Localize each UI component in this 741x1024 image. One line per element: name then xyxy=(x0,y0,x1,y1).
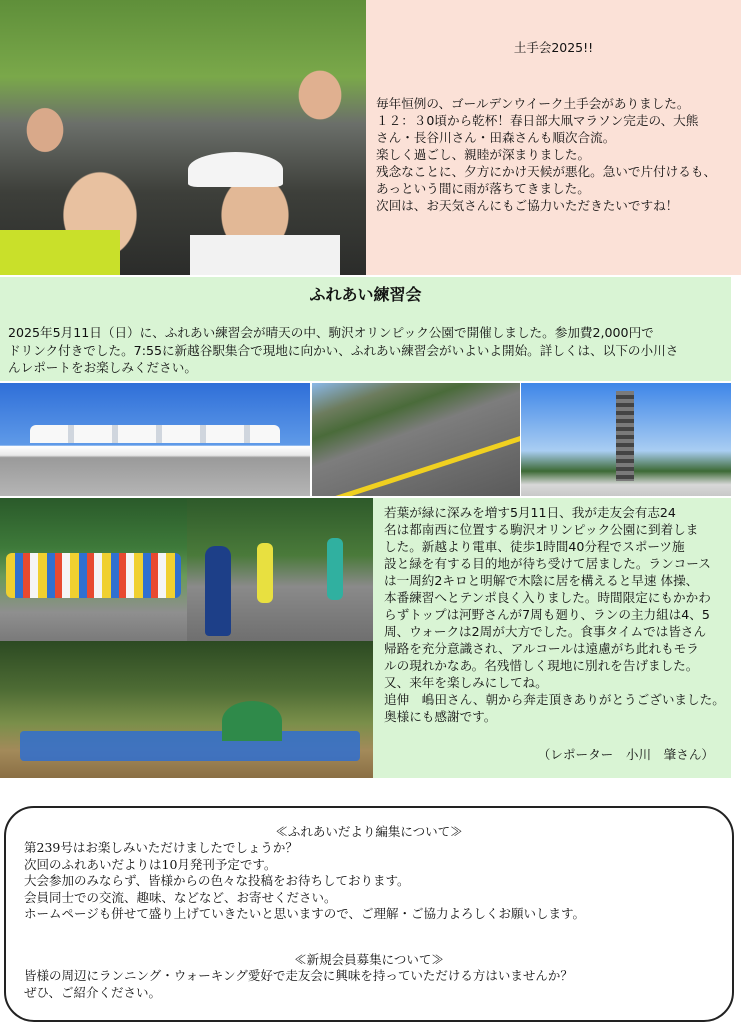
editorial-line: 会員同士での交流、趣味、などなど、お寄せください。 xyxy=(24,889,337,905)
dote-kai-line: あっという間に雨が落ちてきました。 xyxy=(376,181,590,196)
editorial-notes xyxy=(24,840,729,923)
editorial-heading: ≪ふれあいだより編集について≫ xyxy=(275,824,463,839)
report-line: 帰路を充分意識され、アルコールは遠慮がち此れもモラ xyxy=(384,641,699,656)
editorial-line: 大会参加のみならず、皆様からの色々な投稿をお待ちしております。 xyxy=(24,873,410,888)
report-line: 設と緑を有する目的地が待ち受けて居ました。ランコース xyxy=(384,556,711,571)
warmup-photo xyxy=(187,498,373,641)
dote-kai-line: 次回は、お天気さんにもご協力いただきたいですね！ xyxy=(376,198,679,213)
report-line: らずトップは河野さんが7周も廻り、ランの主力組は4、5 xyxy=(384,607,710,622)
dote-kai-body xyxy=(376,95,738,214)
report-line: ルの現れかなあ。名残惜しく現地に別れを告げました。 xyxy=(384,658,699,673)
report-body xyxy=(384,504,729,725)
dote-kai-group-photo xyxy=(0,0,366,275)
report-line: は一周約2キロと明解で木陰に居を構えると早速 体操、 xyxy=(384,573,699,588)
tower-photo xyxy=(521,383,731,496)
report-line: 追伸 嶋田さん、朝から奔走頂きありがとうございました。 xyxy=(384,692,725,707)
practice-intro-line: 2025年5月11日（日）に、ふれあい練習会が晴天の中、駒沢オリンピック公園で開催しました。参加費2,000円で xyxy=(8,325,654,340)
recruit-notes xyxy=(24,968,729,1001)
report-line: 奥様にも感謝です。 xyxy=(384,709,497,724)
dote-kai-line: 毎年恒例の、ゴールデンウイーク土手会がありました。 xyxy=(376,96,690,111)
recruit-heading: ≪新規会員募集について≫ xyxy=(294,952,444,967)
editorial-line: 次回のふれあいだよりは10月発刊予定です。 xyxy=(24,856,277,872)
practice-intro-line: んレポートをお楽しみください。 xyxy=(8,360,197,375)
editorial-box xyxy=(4,806,734,1022)
recruit-line: 皆様の周辺にランニング・ウォーキング愛好で走友会に興味を持っていただける方はいませんか？ xyxy=(24,968,573,983)
report-line: 名は都南西に位置する駒沢オリンピック公園に到着しま xyxy=(384,522,699,537)
dote-kai-line: １２：３0頃から乾杯！春日部大凧マラソン完走の、大熊 xyxy=(376,113,699,128)
report-line: 若葉が緑に深みを増す5月11日、我が走友会有志24 xyxy=(384,505,676,520)
practice-group-photo xyxy=(0,498,187,641)
practice-intro xyxy=(8,324,728,377)
dote-kai-line: 残念なことに、夕方にかけ天候が悪化。急いで片付けるも、 xyxy=(376,164,717,179)
report-line: 本番練習へとテンポ良く入りました。時間限定にもかかわ xyxy=(384,590,711,605)
report-line: 周、ウォークは2周が大方でした。食事タイムでは皆さん xyxy=(384,624,707,639)
editorial-line: 第239号はお楽しみいただけましたでしょうか？ xyxy=(24,840,298,855)
dote-kai-line: さん・長谷川さん・田森さんも順次合流。 xyxy=(376,130,616,145)
picnic-photo xyxy=(0,641,373,778)
stadium-photo xyxy=(0,383,310,496)
report-line: した。新越より電車、徒歩1時間40分程でスポーツ施 xyxy=(384,539,685,554)
dote-kai-title: 土手会2025!! xyxy=(513,40,594,55)
report-line: 又、来年を楽しみにしてね。 xyxy=(384,675,548,690)
track-photo xyxy=(312,383,520,496)
practice-title: ふれあい練習会 xyxy=(309,285,422,304)
dote-kai-line: 楽しく過ごし、親睦が深まりました。 xyxy=(376,147,591,162)
recruit-line: ぜひ、ご紹介ください。 xyxy=(24,984,162,1000)
editorial-line: ホームページも併せて盛り上げていきたいと思いますので、ご理解・ご協力よろしくお願いします。 xyxy=(24,906,586,921)
practice-intro-line: ドリンク付きでした。7:55に新越谷駅集合で現地に向かい、ふれあい練習会がいよいよ開始。詳しくは、以下の小川さ xyxy=(8,342,679,358)
reporter-credit: （レポーター 小川 肇さん） xyxy=(537,747,714,762)
